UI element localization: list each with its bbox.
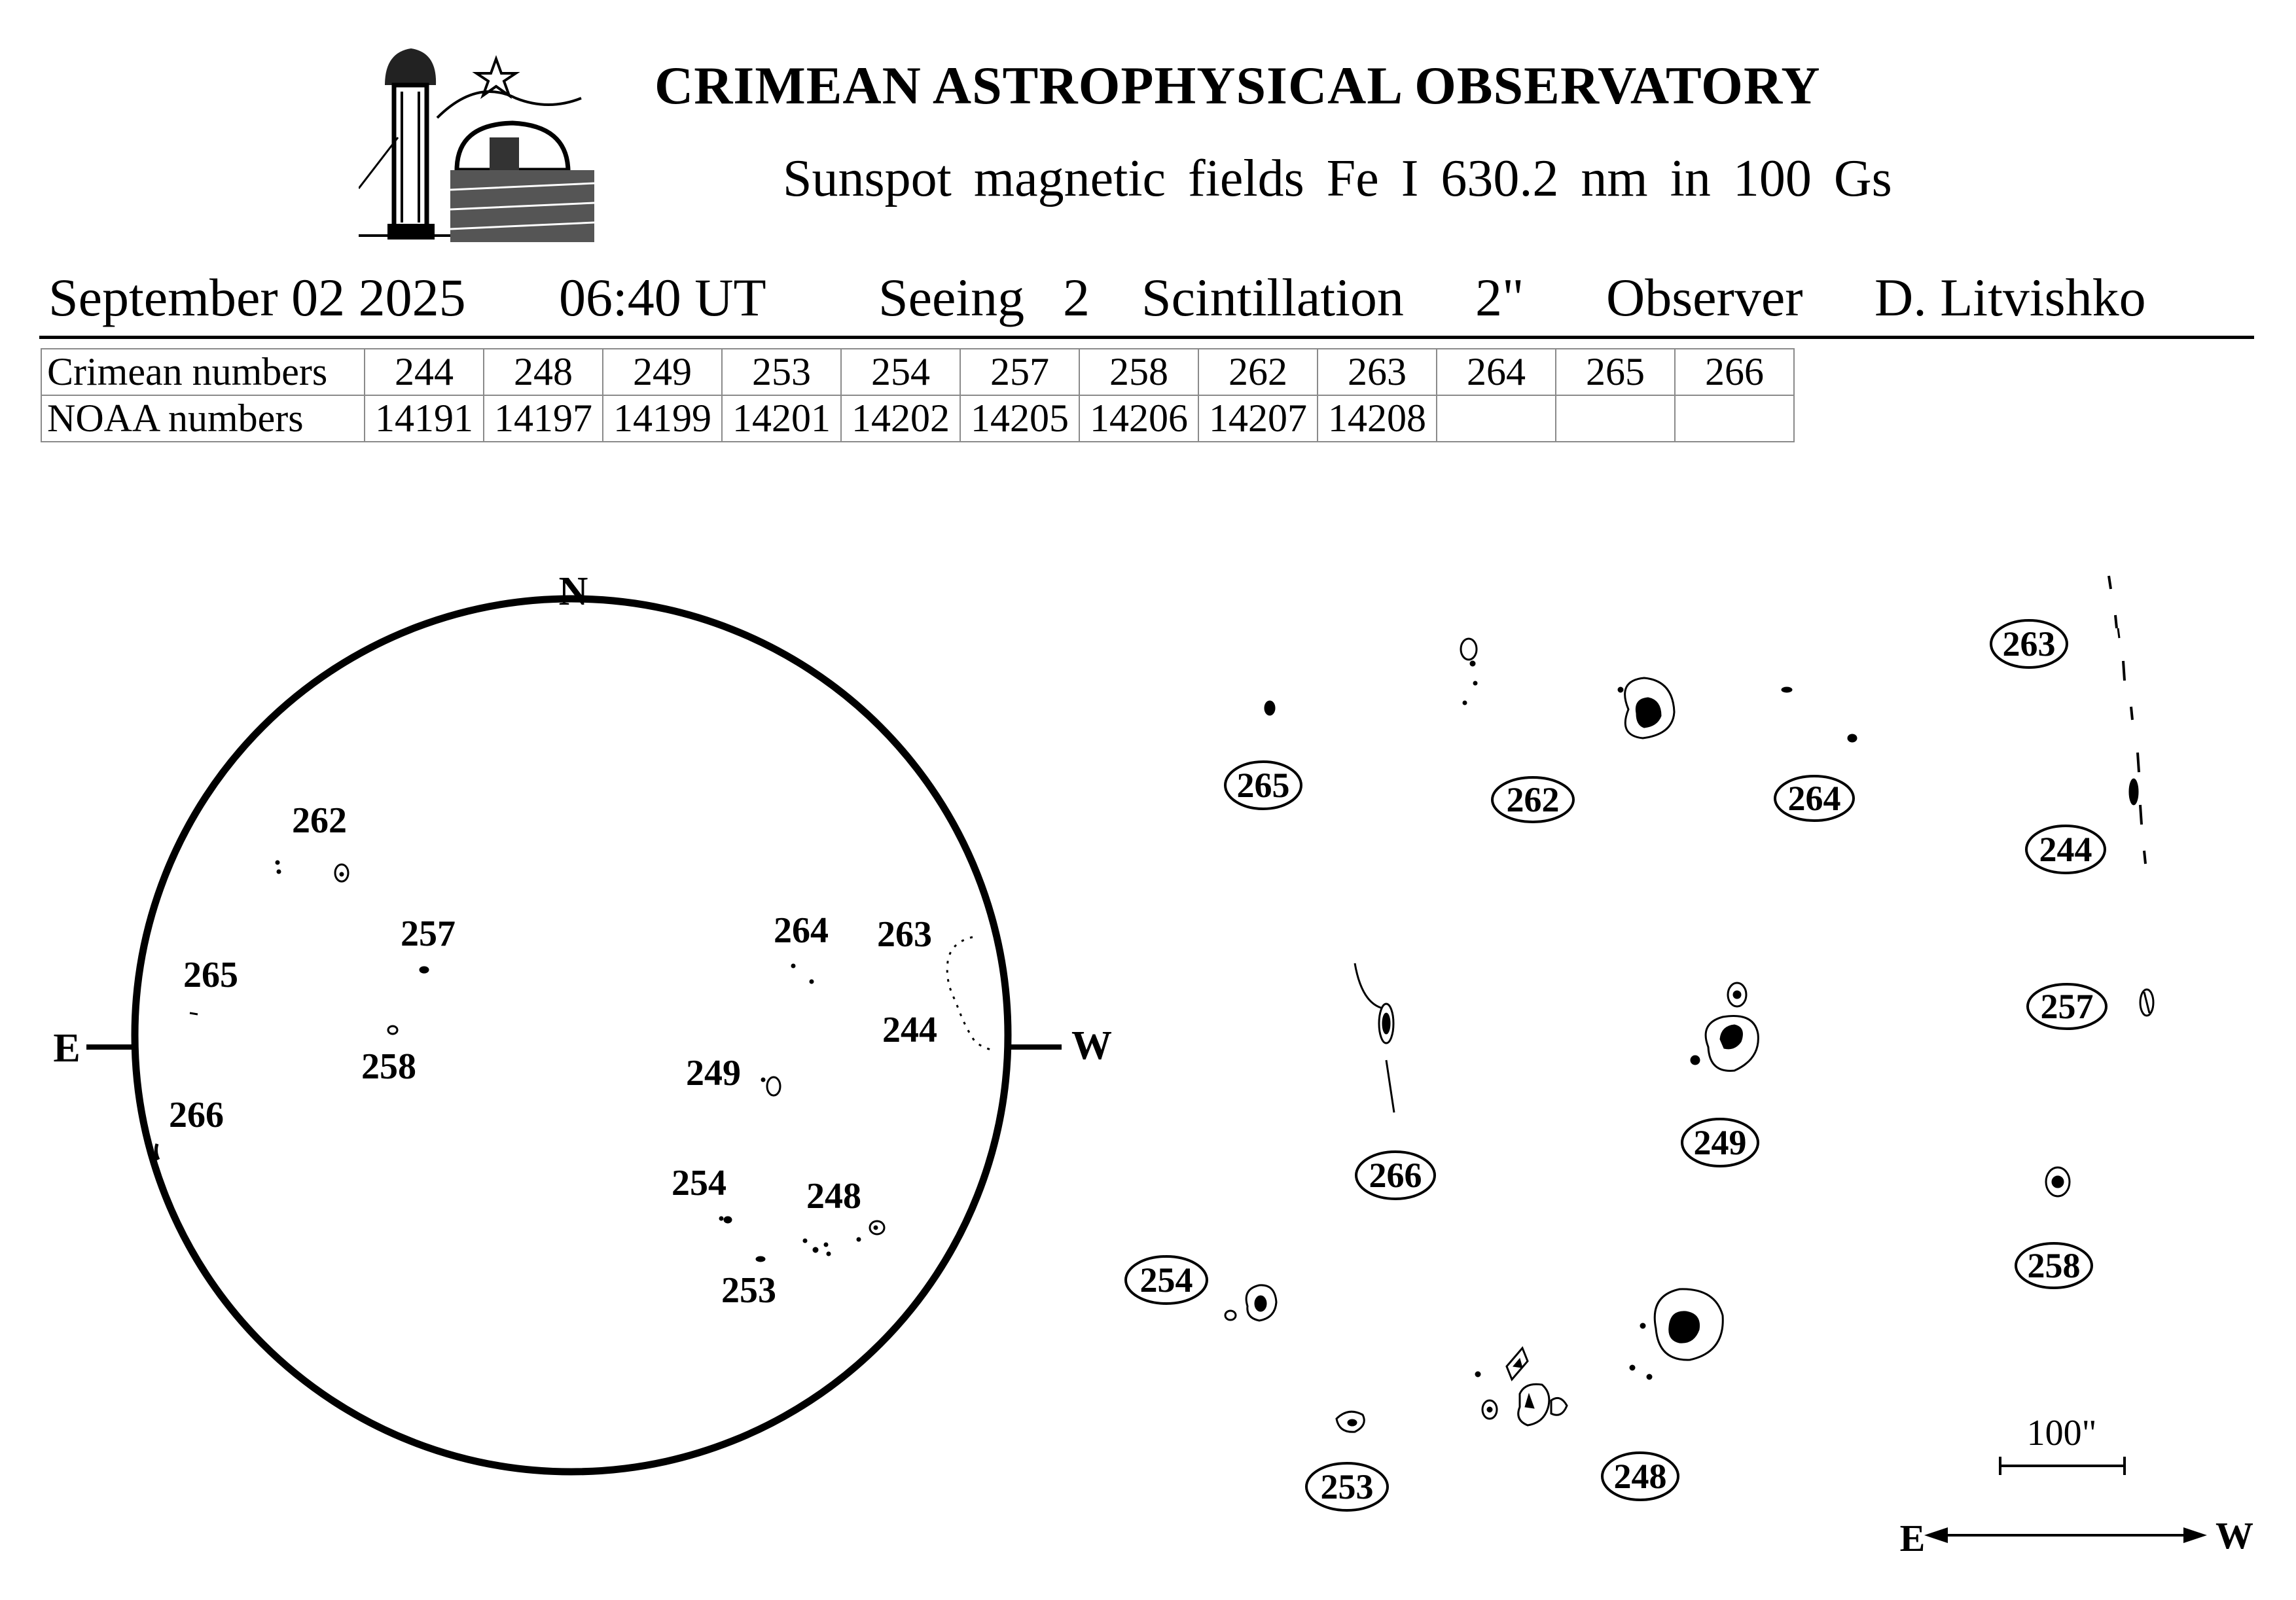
scintillation-label: Scintillation — [1141, 268, 1404, 327]
detail-region-label: 257 — [2040, 987, 2094, 1026]
table-cell: 14202 — [841, 395, 960, 442]
table-cell: 14191 — [365, 395, 484, 442]
seeing-value: 2 — [1063, 268, 1090, 327]
disk-region-label: 244 — [882, 1010, 937, 1050]
table-cell: 14197 — [484, 395, 603, 442]
table-cell: 14199 — [603, 395, 722, 442]
detail-label-266 — [1356, 1152, 1435, 1199]
disk-region-label: 253 — [721, 1270, 776, 1311]
detail-region-label: 249 — [1693, 1123, 1747, 1162]
table-cell: 258 — [1079, 349, 1198, 395]
detail-label-254 — [1126, 1256, 1207, 1304]
seeing-label: Seeing — [878, 268, 1025, 327]
detail-region-label: 264 — [1787, 779, 1841, 818]
disk-region-label: 254 — [672, 1163, 726, 1203]
observer-label: Observer — [1606, 268, 1803, 327]
detail-region-label: 248 — [1613, 1457, 1667, 1496]
west-label: W — [1071, 1023, 1112, 1068]
detail-label-257 — [2028, 984, 2106, 1029]
detail-label-249 — [1682, 1119, 1758, 1166]
page-title: CRIMEAN ASTROPHYSICAL OBSERVATORY — [655, 56, 1821, 115]
table-cell: 14208 — [1318, 395, 1437, 442]
disk-region-label: 263 — [877, 914, 932, 955]
table-cell: 244 — [365, 349, 484, 395]
detail-label-248 — [1602, 1453, 1678, 1500]
table-cell: 266 — [1675, 349, 1794, 395]
north-label: N — [558, 569, 588, 614]
disk-sunspot-marks — [156, 861, 991, 1262]
observer-name: D. Litvishko — [1874, 268, 2146, 327]
disk-region-label: 265 — [183, 955, 238, 995]
detail-sunspots — [1225, 576, 2153, 1432]
detail-region-label: 266 — [1369, 1156, 1422, 1195]
east-west-arrow — [1900, 1514, 2253, 1559]
scale-label: 100" — [2026, 1413, 2097, 1453]
table-cell: 264 — [1437, 349, 1556, 395]
detail-label-264 — [1775, 776, 1854, 821]
detail-region-labels — [1126, 620, 2106, 1510]
table-cell: 14206 — [1079, 395, 1198, 442]
detail-label-253 — [1306, 1463, 1388, 1510]
table-cell: 263 — [1318, 349, 1437, 395]
detail-label-262 — [1492, 777, 1573, 822]
disk-region-label: 248 — [806, 1176, 861, 1217]
detail-region-label: 263 — [2002, 624, 2056, 664]
detail-region-label: 244 — [2039, 830, 2092, 869]
table-cell: 254 — [841, 349, 960, 395]
detail-region-label: 254 — [1139, 1260, 1193, 1300]
solar-disk-limb — [135, 599, 1008, 1472]
detail-region-label: 258 — [2027, 1246, 2081, 1285]
scintillation-value: 2" — [1475, 268, 1524, 327]
table-cell: 14205 — [960, 395, 1079, 442]
scale-bar — [2000, 1413, 2125, 1475]
disk-region-label: 249 — [686, 1053, 741, 1093]
row-label-crimean: Crimean numbers — [41, 349, 365, 395]
detail-map — [1126, 576, 2253, 1559]
page-subtitle: Sunspot magnetic fields Fe I 630.2 nm in 100 Gs — [783, 150, 1892, 207]
disk-region-label: 262 — [292, 800, 347, 841]
detail-label-263 — [1991, 620, 2067, 667]
disk-region-label: 257 — [401, 914, 456, 954]
table-cell: 14201 — [722, 395, 841, 442]
arrow-west-label: W — [2215, 1514, 2253, 1557]
detail-label-258 — [2016, 1243, 2092, 1288]
table-cell: 14207 — [1198, 395, 1318, 442]
table-cell: 253 — [722, 349, 841, 395]
detail-label-265 — [1225, 762, 1301, 809]
detail-region-label: 265 — [1236, 766, 1290, 805]
observation-date: September 02 2025 — [48, 268, 466, 327]
detail-region-label: 253 — [1320, 1467, 1374, 1506]
east-label: E — [53, 1026, 81, 1071]
table-cell: 265 — [1556, 349, 1675, 395]
table-cell: 248 — [484, 349, 603, 395]
disk-region-label: 258 — [361, 1046, 416, 1087]
solar-disk-map — [53, 569, 1112, 1472]
table-cell: 249 — [603, 349, 722, 395]
disk-region-label: 266 — [169, 1095, 224, 1135]
row-label-noaa: NOAA numbers — [41, 395, 365, 442]
observation-time: 06:40 UT — [559, 268, 766, 327]
table-cell: 257 — [960, 349, 1079, 395]
detail-label-244 — [2026, 826, 2105, 873]
arrow-east-label: E — [1899, 1517, 1926, 1559]
detail-region-label: 262 — [1506, 780, 1560, 819]
table-cell: 262 — [1198, 349, 1318, 395]
disk-region-label: 264 — [774, 910, 829, 951]
